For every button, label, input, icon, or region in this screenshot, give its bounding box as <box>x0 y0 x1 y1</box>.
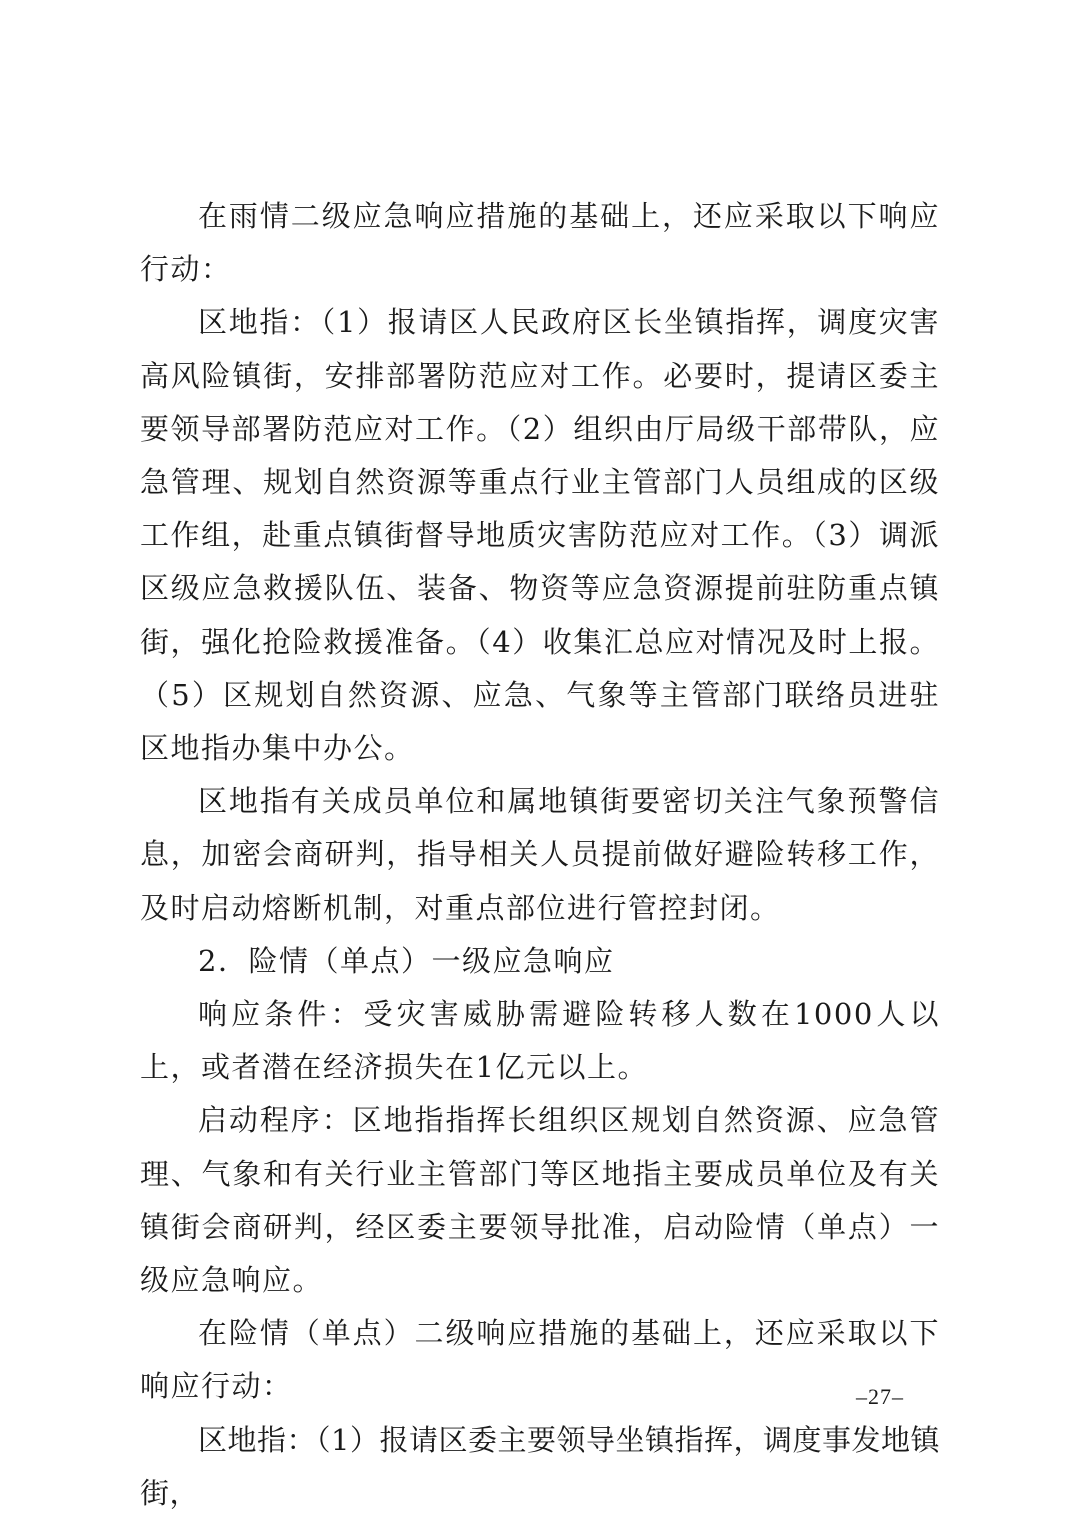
page-number: –27– <box>856 1384 904 1409</box>
paragraph-response-conditions: 响应条件：受灾害威胁需避险转移人数在1000人以上，或者潜在经济损失在1亿元以上。 <box>140 997 940 1085</box>
section-heading-danger-level1: 2．险情（单点）一级应急响应 <box>198 943 615 978</box>
paragraph-district-command-actions: 区地指：（1）报请区人民政府区长坐镇指挥，调度灾害高风险镇街，安排部署防范应对工作。必要时，提请区委主要领导部署防范应对工作。（2）组织由厅局级干部带队，应急管理、规划自然资源等重点行业主管部门人员组成的区级工作组，赴重点镇街督导地质灾害防范应对工作。（3）调派区级应急救援队伍、装备、物资等应急资源提前驻防重点镇街，强化抢险救援准备。（4）收集汇总应对情况及时上报。（5）区规划自然资源、应急、气象等主管部门联络员进驻区地指办集中办公。 <box>140 305 940 766</box>
paragraph-danger-level1-intro: 在险情（单点）二级响应措施的基础上，还应采取以下响应行动： <box>140 1316 940 1404</box>
paragraph-member-units: 区地指有关成员单位和属地镇街要密切关注气象预警信息，加密会商研判，指导相关人员提前做好避险转移工作，及时启动熔断机制，对重点部位进行管控封闭。 <box>140 784 940 925</box>
paragraph-rain-level1-intro: 在雨情二级应急响应措施的基础上，还应采取以下响应行动： <box>140 199 940 287</box>
paragraph-district-command-continued: 区地指：（1）报请区委主要领导坐镇指挥，调度事发地镇街， <box>140 1422 940 1510</box>
body-text <box>140 190 940 1520</box>
paragraph-startup-procedure: 启动程序：区地指指挥长组织区规划自然资源、应急管理、气象和有关行业主管部门等区地指主要成员单位及有关镇街会商研判，经区委主要领导批准，启动险情（单点）一级应急响应。 <box>140 1103 940 1298</box>
